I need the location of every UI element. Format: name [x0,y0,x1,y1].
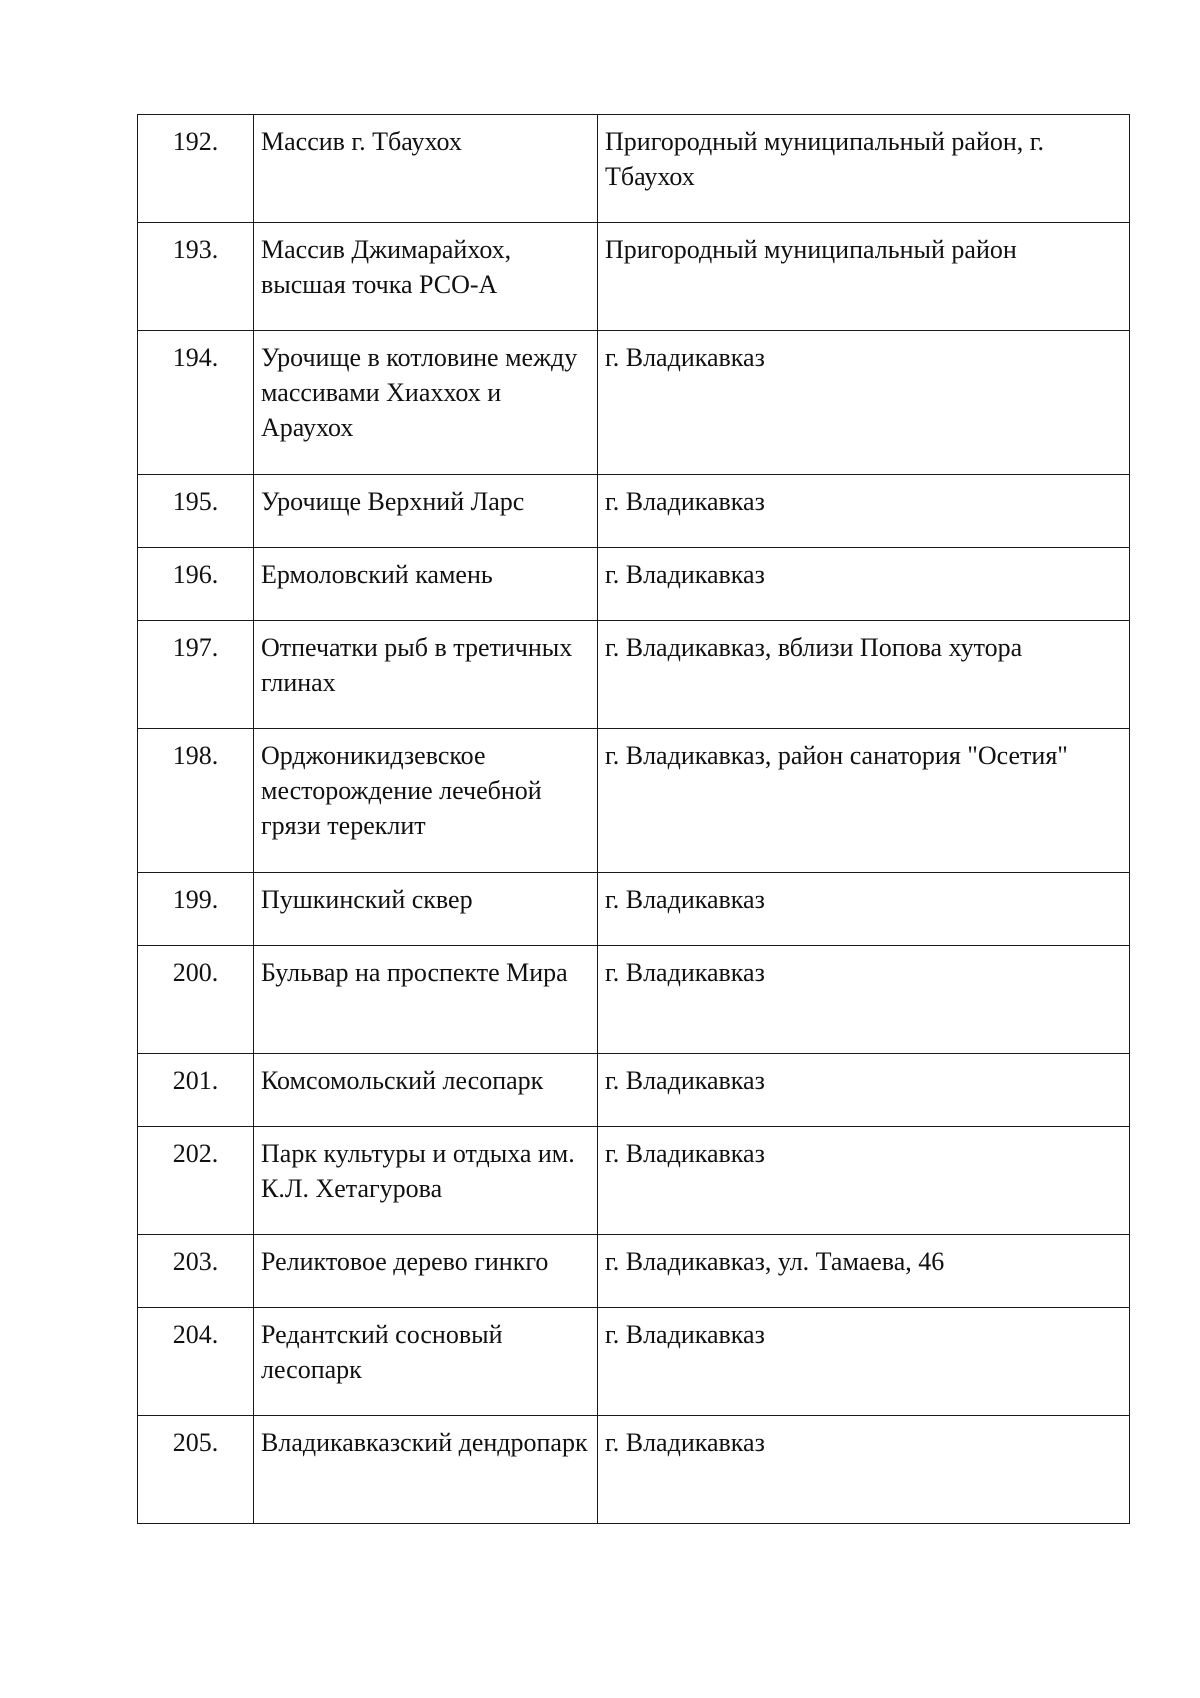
table-row [138,1235,1130,1308]
table-row [138,223,1130,331]
row-number: 200. [138,946,254,1054]
site-name: Бульвар на проспекте Мира [254,946,598,1054]
table-row [138,1416,1130,1524]
row-number: 194. [138,331,254,475]
site-name: Массив Джимарайхох, высшая точка РСО-А [254,223,598,331]
row-number: 203. [138,1235,254,1308]
table-row [138,873,1130,946]
table-body [138,115,1130,1524]
site-location: г. Владикавказ, ул. Тамаева, 46 [598,1235,1130,1308]
site-name: Комсомольский лесопарк [254,1054,598,1127]
table-row [138,946,1130,1054]
row-number: 192. [138,115,254,223]
table-row [138,1127,1130,1235]
site-location: г. Владикавказ [598,946,1130,1054]
site-name: Урочище в котловине между массивами Хиаххох и Араухох [254,331,598,475]
site-location: г. Владикавказ [598,1054,1130,1127]
site-location: г. Владикавказ [598,1127,1130,1235]
table-row [138,621,1130,729]
natural-monuments-table [137,114,1130,1524]
site-name: Пушкинский сквер [254,873,598,946]
table-row [138,1054,1130,1127]
site-name: Редантский сосновый лесопарк [254,1308,598,1416]
site-location: Пригородный муниципальный район, г. Тбаухох [598,115,1130,223]
site-name: Реликтовое дерево гинкго [254,1235,598,1308]
table-row [138,548,1130,621]
row-number: 193. [138,223,254,331]
site-name: Орджоникидзевское месторождение лечебной грязи тереклит [254,729,598,873]
row-number: 199. [138,873,254,946]
site-location: г. Владикавказ [598,475,1130,548]
table-row [138,475,1130,548]
table-row [138,1308,1130,1416]
row-number: 198. [138,729,254,873]
site-location: г. Владикавказ [598,873,1130,946]
table-row [138,729,1130,873]
row-number: 196. [138,548,254,621]
table-row [138,331,1130,475]
row-number: 202. [138,1127,254,1235]
row-number: 195. [138,475,254,548]
site-location: г. Владикавказ, вблизи Попова хутора [598,621,1130,729]
site-name: Парк культуры и отдыха им. К.Л. Хетагурова [254,1127,598,1235]
site-location: г. Владикавказ [598,1308,1130,1416]
site-location: г. Владикавказ [598,1416,1130,1524]
site-name: Урочище Верхний Ларс [254,475,598,548]
row-number: 201. [138,1054,254,1127]
site-name: Отпечатки рыб в третичных глинах [254,621,598,729]
site-name: Массив г. Тбаухох [254,115,598,223]
site-location: Пригородный муниципальный район [598,223,1130,331]
site-name: Ермоловский камень [254,548,598,621]
site-location: г. Владикавказ [598,331,1130,475]
table-row [138,115,1130,223]
site-location: г. Владикавказ [598,548,1130,621]
row-number: 205. [138,1416,254,1524]
site-location: г. Владикавказ, район санатория "Осетия" [598,729,1130,873]
row-number: 197. [138,621,254,729]
site-name: Владикавказский дендропарк [254,1416,598,1524]
row-number: 204. [138,1308,254,1416]
